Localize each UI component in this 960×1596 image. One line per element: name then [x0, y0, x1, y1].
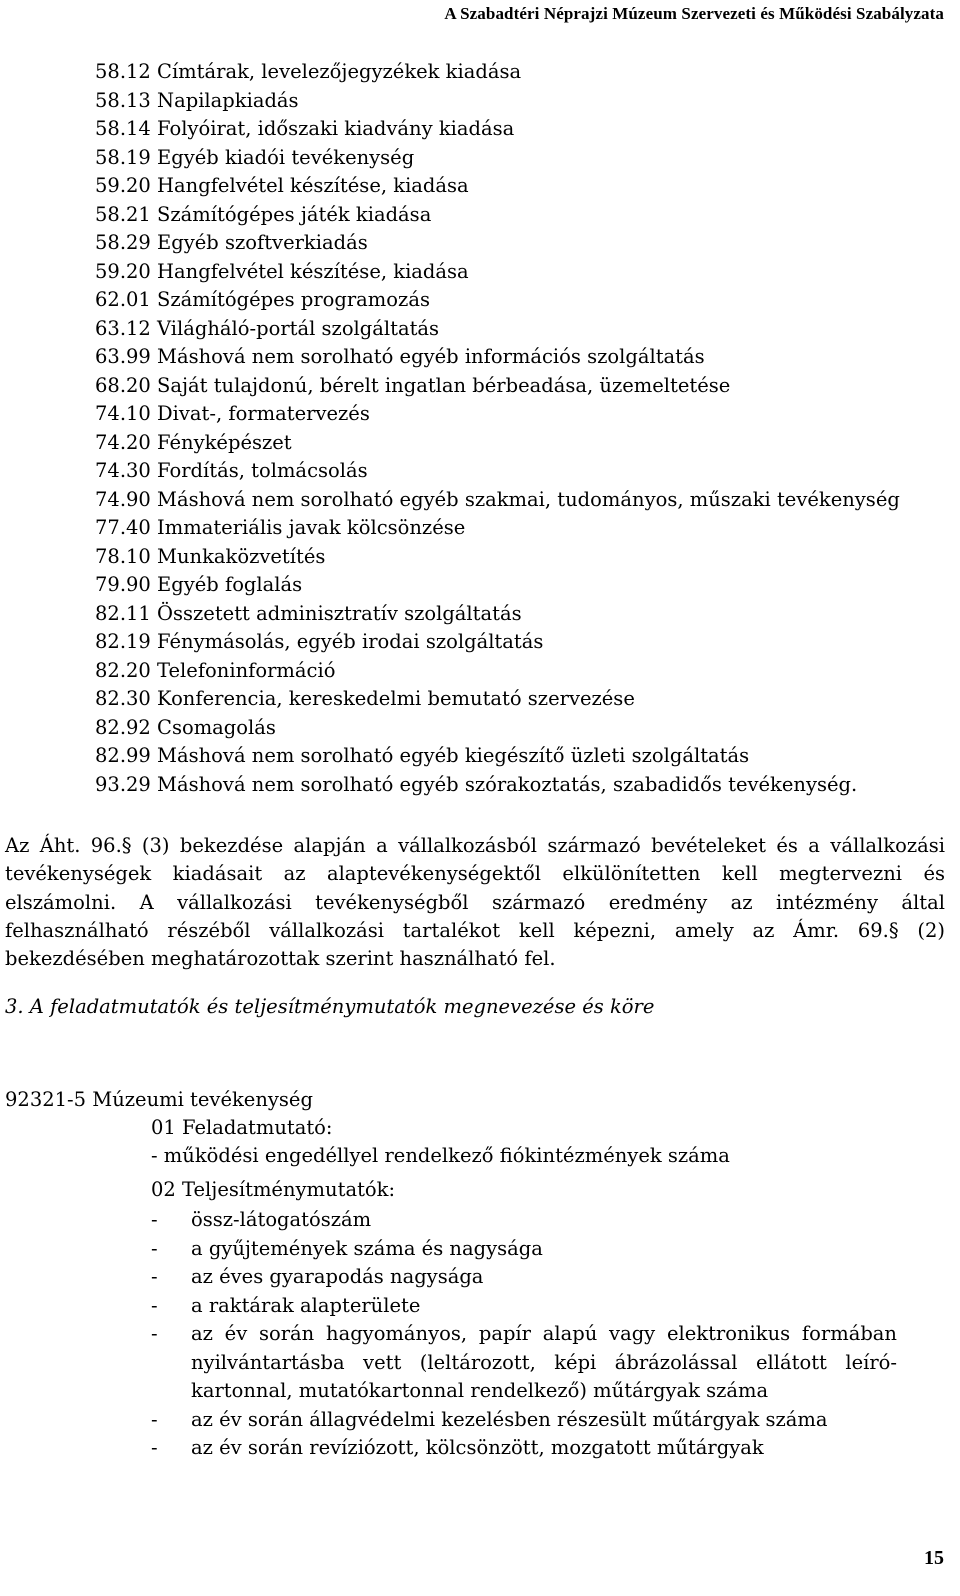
- list-item-text: a gyűjtemények száma és nagysága: [191, 1236, 543, 1260]
- dash-marker: -: [151, 1407, 158, 1431]
- list-item: 93.29 Máshová nem sorolható egyéb szórakoztatás, szabadidős tevékenység.: [95, 772, 858, 796]
- list-item: 74.30 Fordítás, tolmácsolás: [95, 459, 368, 482]
- list-item: 58.14 Folyóirat, időszaki kiadvány kiadása: [95, 117, 515, 140]
- section-title: 3. A feladatmutatók és teljesítménymutatók megnevezése és köre: [5, 995, 655, 1018]
- list-item: 82.30 Konferencia, kereskedelmi bemutató szervezése: [95, 687, 635, 710]
- document-header: A Szabadtéri Néprajzi Múzeum Szervezeti és Működési Szabályzata: [444, 4, 944, 23]
- list-item: 58.12 Címtárak, levelezőjegyzékek kiadása: [95, 60, 522, 83]
- list-item-text: az év során állagvédelmi kezelésben részesült műtárgyak száma: [191, 1407, 828, 1431]
- task-indicator-label: 01 Feladatmutató:: [151, 1116, 333, 1139]
- legal-paragraph: Az Áht. 96.§ (3) bekezdése alapján a vállalkozásból származó bevételeket és a vállalkozási tevékenységek kiadásait az alaptevékenységektől elkülönítetten kell megtervezni és elszámolni. A vállalkozási tevékenységből származó eredmény az intézmény által felhasználható részéből vállalkozási tartalékot kell képezni, amely az Ámr. 69.§ (2) bekezdésében meghatározottak szerint használható fel.: [5, 834, 945, 971]
- list-item: 82.20 Telefoninformáció: [95, 658, 336, 682]
- activity-list: [95, 58, 945, 799]
- list-item: [151, 1406, 897, 1435]
- list-item: 79.90 Egyéb foglalás: [95, 573, 303, 596]
- dash-marker: -: [151, 1265, 158, 1288]
- list-item: 74.90 Máshová nem sorolható egyéb szakmai, tudományos, műszaki tevékenység: [95, 487, 900, 511]
- list-item-text: az év során revíziózott, kölcsönzött, mozgatott műtárgyak: [191, 1436, 764, 1459]
- list-item: 63.12 Világháló-portál szolgáltatás: [95, 316, 440, 340]
- list-item: 59.20 Hangfelvétel készítése, kiadása: [95, 174, 469, 197]
- list-item: 59.20 Hangfelvétel készítése, kiadása: [95, 259, 469, 283]
- list-item: [151, 1292, 897, 1321]
- list-item: 82.11 Összetett adminisztratív szolgáltatás: [95, 601, 522, 625]
- list-item: [151, 1235, 897, 1264]
- list-item-text: az éves gyarapodás nagysága: [191, 1265, 484, 1288]
- list-item: 58.29 Egyéb szoftverkiadás: [95, 231, 368, 254]
- museum-activity-title: 92321-5 Múzeumi tevékenység: [5, 1088, 313, 1111]
- task-indicator-item: - működési engedéllyel rendelkező fiókintézmények száma: [151, 1144, 730, 1167]
- dash-marker: -: [151, 1322, 158, 1345]
- list-item: 58.19 Egyéb kiadói tevékenység: [95, 145, 415, 169]
- list-item: [151, 1206, 897, 1235]
- dash-marker: -: [151, 1293, 158, 1317]
- list-item: 77.40 Immateriális javak kölcsönzése: [95, 516, 466, 539]
- dash-marker: -: [151, 1436, 158, 1459]
- list-item: 82.99 Máshová nem sorolható egyéb kiegészítő üzleti szolgáltatás: [95, 744, 750, 767]
- list-item: 58.21 Számítógépes játék kiadása: [95, 202, 432, 226]
- list-item-text: a raktárak alapterülete: [191, 1293, 421, 1317]
- list-item: 82.92 Csomagolás: [95, 715, 276, 739]
- list-item: 63.99 Máshová nem sorolható egyéb információs szolgáltatás: [95, 345, 705, 368]
- list-item: 74.20 Fényképészet: [95, 430, 292, 454]
- list-item-text: össz-látogatószám: [191, 1208, 372, 1231]
- list-item: 78.10 Munkaközvetítés: [95, 544, 326, 568]
- list-item-text: az év során hagyományos, papír alapú vagy elektronikus formában nyilvántartásba vett (leltározott, képi ábrázolással ellátott leíró-kartonnal, mutatókartonnal rendelkező) műtárgyak száma: [191, 1322, 897, 1402]
- page-number: 15: [924, 1547, 944, 1569]
- list-item: [151, 1263, 897, 1292]
- performance-list: [151, 1206, 897, 1463]
- dash-marker: -: [151, 1208, 158, 1231]
- list-item: 62.01 Számítógépes programozás: [95, 288, 430, 311]
- list-item: 68.20 Saját tulajdonú, bérelt ingatlan bérbeadása, üzemeltetése: [95, 373, 731, 397]
- performance-indicators-label: 02 Teljesítménymutatók:: [151, 1178, 396, 1201]
- list-item: 58.13 Napilapkiadás: [95, 88, 299, 112]
- list-item: [151, 1320, 897, 1406]
- dash-marker: -: [151, 1236, 158, 1260]
- list-item: 82.19 Fénymásolás, egyéb irodai szolgáltatás: [95, 630, 544, 653]
- list-item: 74.10 Divat-, formatervezés: [95, 402, 370, 425]
- list-item: [151, 1434, 897, 1463]
